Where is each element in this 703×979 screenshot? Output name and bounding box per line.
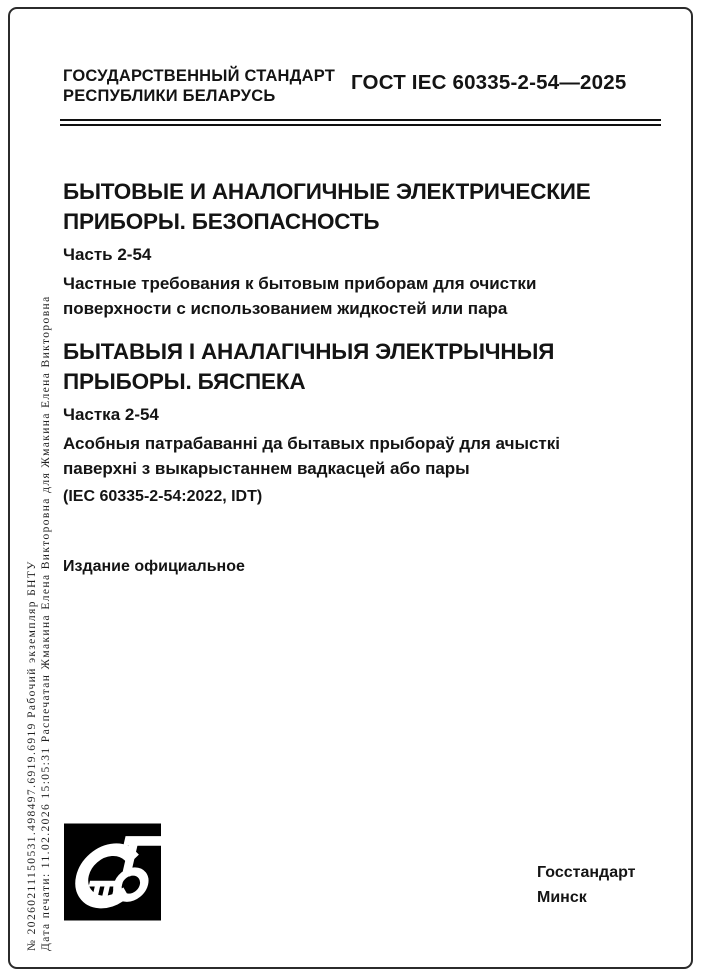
publisher-city: Минск [537,889,587,906]
standard-number: ГОСТ IEC 60335-2-54—2025 [351,71,627,94]
iec-reference: (IEC 60335-2-54:2022, IDT) [63,488,263,505]
title-russian-line1: БЫТОВЫЕ И АНАЛОГИЧНЫЕ ЭЛЕКТРИЧЕСКИЕ [63,179,591,204]
scope-russian [63,271,536,321]
scope-russian-line2: поверхности с использованием жидкостей или пара [63,299,508,318]
official-edition-note: Издание официальное [63,558,245,575]
part-russian: Часть 2-54 [63,245,152,264]
title-belarusian [63,337,554,397]
issuer-line2: РЕСПУБЛИКИ БЕЛАРУСЬ [63,87,276,105]
title-belarusian-line1: БЫТАВЫЯ І АНАЛАГІЧНЫЯ ЭЛЕКТРЫЧНЫЯ [63,339,555,364]
print-watermark-line2: Дата печати: 11.02.2026 15:05:31 Распечатан Жмакина Елена Викторовна для Жмакина Елена Викторовна [39,295,52,951]
issuer-line1: ГОСУДАРСТВЕННЫЙ СТАНДАРТ [63,67,336,85]
title-russian [63,177,591,237]
scope-belarusian-line1: Асобныя патрабаванні да бытавых прыбораў для ачысткі [63,434,560,453]
issuer-name [63,66,335,106]
publisher-name: Госстандарт [537,864,636,881]
scope-belarusian [63,431,560,481]
scope-russian-line1: Частные требования к бытовым приборам для очистки [63,274,537,293]
header-divider [60,119,661,126]
title-russian-line2: ПРИБОРЫ. БЕЗОПАСНОСТЬ [63,209,380,234]
part-belarusian: Частка 2-54 [63,405,159,424]
stb-logo-icon [64,823,161,921]
print-watermark [26,206,53,951]
title-belarusian-line2: ПРЫБОРЫ. БЯСПЕКА [63,369,306,394]
scope-belarusian-line2: паверхні з выкарыстаннем вадкасцей або пары [63,459,470,478]
print-watermark-line1: № 20260211150531.498497.6919.6919 Рабочий экземпляр БНТУ [26,560,38,951]
